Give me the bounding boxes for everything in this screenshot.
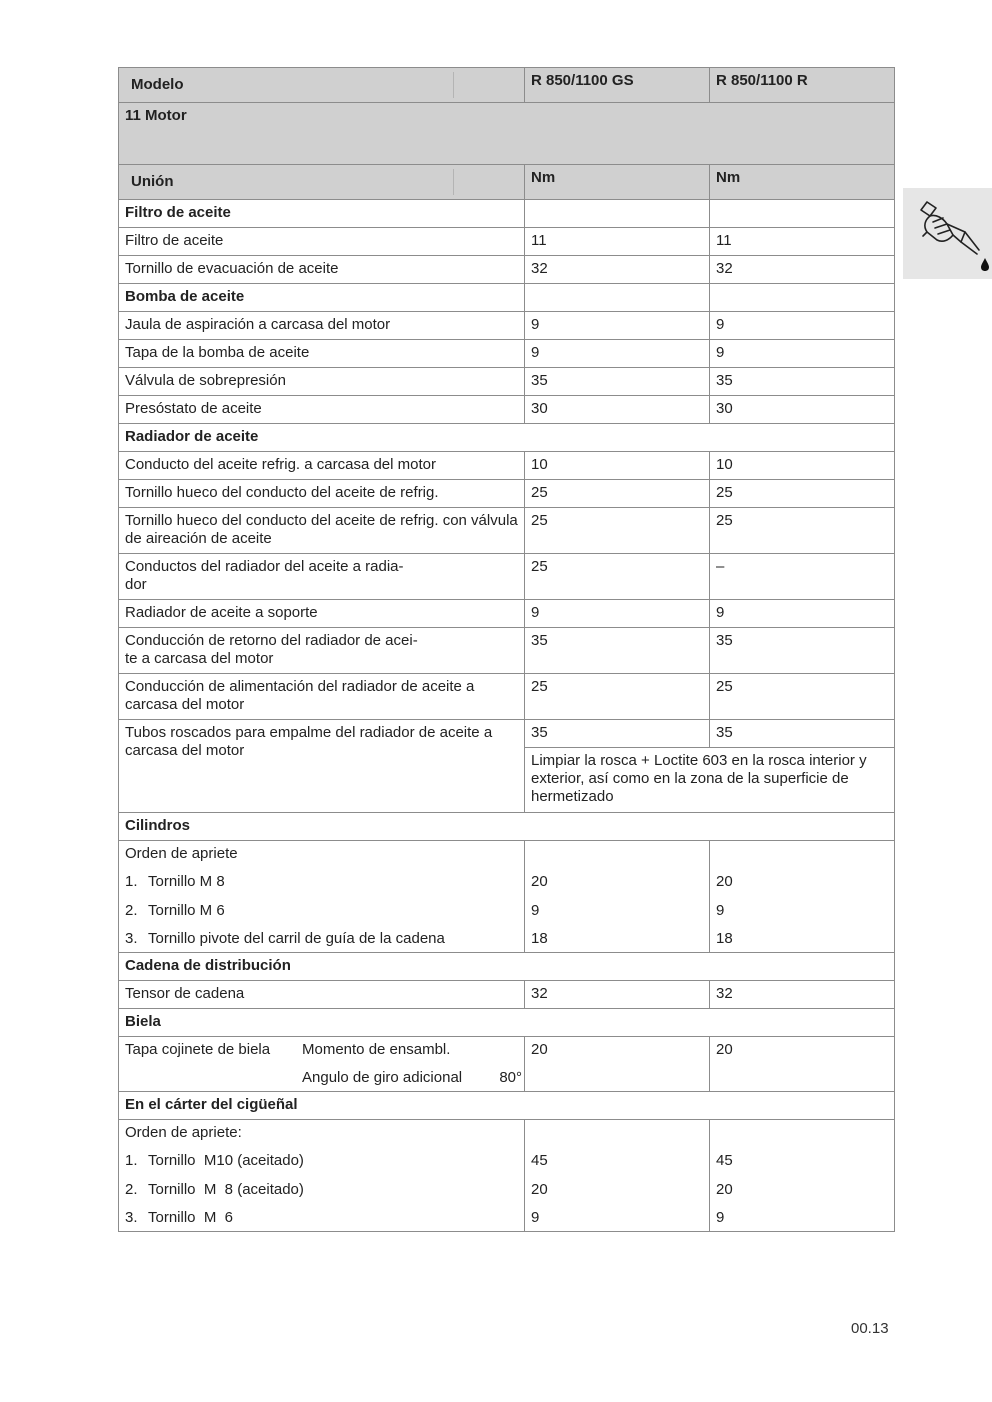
table-row: Tubos roscados para empalme del radiador de aceite a carcasa del motor 35 35: [119, 720, 895, 748]
section-header: Biela: [119, 1008, 895, 1036]
torque-spec-table: [118, 67, 895, 1232]
table-row: Tapa cojinete de biela Momento de ensambl. Angulo de giro adicional 80° 20 20: [119, 1036, 895, 1091]
loctite-note: Limpiar la rosca + Loctite 603 en la rosca interior y exterior, así como en la zona de la superficie de hermetizado: [525, 748, 895, 813]
table-row: Filtro de aceite 11 11: [119, 228, 895, 256]
model-header-row: [119, 68, 895, 103]
table-row: Tapa de la bomba de aceite 9 9: [119, 340, 895, 368]
model-label: Modelo: [125, 72, 454, 98]
column-header-r: R 850/1100 R: [710, 68, 895, 103]
table-row: Conducción de retorno del radiador de acei- te a carcasa del motor 35 35: [119, 628, 895, 674]
table-row: Tensor de cadena 32 32: [119, 980, 895, 1008]
section-header: Bomba de aceite: [119, 284, 895, 312]
section-header: Radiador de aceite: [119, 424, 895, 452]
table-row: Presóstato de aceite 30 30: [119, 396, 895, 424]
table-row: Conducto del aceite refrig. a carcasa del motor 10 10: [119, 452, 895, 480]
table-row: Tornillo hueco del conducto del aceite de refrig. con válvula de aireación de aceite 25 25: [119, 508, 895, 554]
unit-gs: Nm: [525, 165, 710, 200]
section-header: En el cárter del cigüeñal: [119, 1092, 895, 1120]
section-header: Filtro de aceite: [119, 200, 895, 228]
oil-section-tab: [903, 188, 992, 279]
table-row: Orden de apriete 1. Tornillo M 8 2. Tornillo M 6 3. Tornillo pivote del carril de guía de la cadena 20 9 18 20 9 18: [119, 841, 895, 953]
section-title-row: [119, 103, 895, 165]
union-label: Unión: [125, 169, 454, 195]
table-row: Tornillo hueco del conducto del aceite de refrig. 25 25: [119, 480, 895, 508]
table-row: Orden de apriete: 1. Tornillo M10 (aceitado) 2. Tornillo M 8 (aceitado) 3. Tornillo M 6 45 20 9 45 20 9: [119, 1120, 895, 1232]
section-title: 11 Motor: [119, 103, 895, 165]
section-header: Cadena de distribución: [119, 952, 895, 980]
table-row: Jaula de aspiración a carcasa del motor 9 9: [119, 312, 895, 340]
unit-header-row: [119, 165, 895, 200]
unit-r: Nm: [710, 165, 895, 200]
section-header: Cilindros: [119, 813, 895, 841]
table-row: Conductos del radiador del aceite a radia- dor 25 –: [119, 554, 895, 600]
table-row: Válvula de sobrepresión 35 35: [119, 368, 895, 396]
table-row: Radiador de aceite a soporte 9 9: [119, 600, 895, 628]
hand-oil-can-icon: [903, 188, 992, 279]
table-row: Tornillo de evacuación de aceite 32 32: [119, 256, 895, 284]
table-row: Conducción de alimentación del radiador de aceite a carcasa del motor 25 25: [119, 674, 895, 720]
column-header-gs: R 850/1100 GS: [525, 68, 710, 103]
page-number: 00.13: [851, 1320, 889, 1337]
